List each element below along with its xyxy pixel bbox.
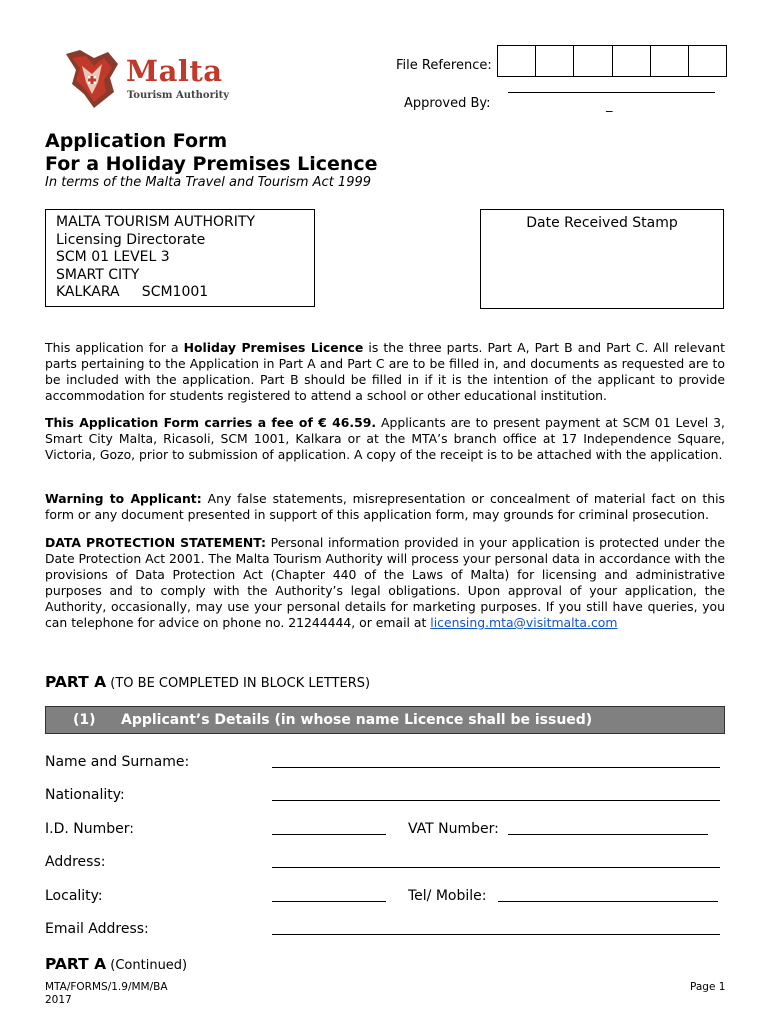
part-a-cont-note: (Continued) (106, 958, 188, 973)
date-received-stamp-box (480, 209, 724, 309)
address-line: SMART CITY (56, 266, 140, 283)
fee-bold: This Application Form carries a fee of € 46.59. (45, 415, 377, 430)
form-code-line2: 2017 (45, 994, 72, 1006)
file-reference-boxes[interactable] (497, 45, 727, 77)
file-reference-box[interactable] (574, 46, 612, 76)
nationality-field[interactable] (272, 800, 720, 801)
warning-bold: Warning to Applicant: (45, 491, 202, 506)
name-surname-label: Name and Surname: (45, 754, 190, 770)
address-line: KALKARA SCM1001 (56, 284, 209, 300)
section-1-header (45, 706, 725, 734)
part-a-cont-label: PART A (45, 955, 107, 973)
authority-address-box (45, 209, 315, 307)
id-number-field[interactable] (272, 834, 386, 835)
form-code (45, 981, 168, 1007)
intro-paragraph (45, 340, 725, 404)
nationality-label: Nationality: (45, 787, 125, 803)
data-protection-paragraph (45, 535, 725, 631)
data-protection-bold: DATA PROTECTION STATEMENT: (45, 535, 267, 550)
approved-by-mark: _ (606, 98, 613, 113)
file-reference-box[interactable] (536, 46, 574, 76)
address-label: Address: (45, 854, 106, 870)
file-reference-label: File Reference: (396, 58, 492, 73)
part-a-continued-heading (45, 955, 187, 973)
intro-bold: Holiday Premises Licence (183, 340, 364, 355)
data-protection-text: Personal information provided in your application is protected under the Date Protection Act 2001. The Malta Tourism Authority will process your personal data in accordance with the provisions of Data Protection Act (Chapter 440 of the Laws of Malta) for licensing and administrative purposes and to comply with the Authority’s legal obligations. Upon approval of your application, the Authority, occasionally, may use your personal details for marketing purposes. If you still have queries, you can telephone for advice on phone no. 21244444, or email at (45, 535, 725, 630)
warning-text: Any false statements, misrepresentation or concealment of material fact on this form or any document presented in support of this application form, may grounds for criminal prosecution. (45, 491, 726, 522)
stamp-label: Date Received Stamp (526, 215, 678, 231)
part-a-heading (45, 673, 370, 691)
address-line: MALTA TOURISM AUTHORITY (56, 214, 255, 230)
id-number-label: I.D. Number: (45, 821, 134, 837)
intro-text-rest: is the three parts. Part A, Part B and Part C. All relevant parts pertaining to the Application in Part A and Part C are to be filled in, and documents as requested are to be included with the application. Part B should be filled in if it is the intention of the applicant to provide accommodation for students registered to attend a school or other educational institution. (45, 340, 725, 403)
fee-paragraph (45, 415, 725, 463)
warning-paragraph (45, 491, 725, 523)
form-title-line1: Application Form (45, 130, 228, 152)
file-reference-box[interactable] (613, 46, 651, 76)
email-link[interactable]: licensing.mta@visitmalta.com (430, 615, 618, 630)
form-title (45, 130, 378, 176)
name-surname-field[interactable] (272, 767, 720, 768)
approved-by-line[interactable] (508, 92, 715, 93)
vat-number-field[interactable] (508, 834, 708, 835)
part-a-label: PART A (45, 673, 107, 691)
form-code-line1: MTA/FORMS/1.9/MM/BA (45, 981, 168, 993)
email-address-field[interactable] (272, 934, 720, 935)
section-number: (1) (73, 712, 96, 728)
section-title: Applicant’s Details (in whose name Licence shall be issued) (121, 712, 593, 728)
intro-text: This application for a (45, 340, 184, 355)
address-line: Licensing Directorate (56, 231, 206, 248)
tel-mobile-field[interactable] (498, 901, 718, 902)
file-reference-box[interactable] (651, 46, 689, 76)
vat-number-label: VAT Number: (408, 821, 499, 837)
page-number: Page 1 (690, 981, 726, 993)
file-reference-box[interactable] (689, 46, 726, 76)
logo-subtitle: Tourism Authority (127, 90, 230, 101)
form-subtitle: In terms of the Malta Travel and Tourism Act 1999 (45, 175, 372, 190)
form-title-line2: For a Holiday Premises Licence (45, 153, 378, 175)
approved-by-label: Approved By: (404, 96, 491, 111)
address-field[interactable] (272, 867, 720, 868)
email-address-label: Email Address: (45, 921, 149, 937)
locality-label: Locality: (45, 888, 103, 904)
logo-wordmark: Malta (126, 54, 223, 88)
tel-mobile-label: Tel/ Mobile: (408, 888, 487, 904)
locality-field[interactable] (272, 901, 386, 902)
part-a-note: (TO BE COMPLETED IN BLOCK LETTERS) (106, 676, 371, 691)
fee-text: Applicants are to present payment at SCM 01 Level 3, Smart City Malta, Ricasoli, SCM 1001, Kalkara or at the MTA’s branch office at 17 Independence Square, Victoria, Gozo, prior to submission of application. A copy of the receipt is to be attached with the application. (45, 415, 725, 462)
file-reference-box[interactable] (498, 46, 536, 76)
address-line: SCM 01 LEVEL 3 (56, 249, 170, 265)
